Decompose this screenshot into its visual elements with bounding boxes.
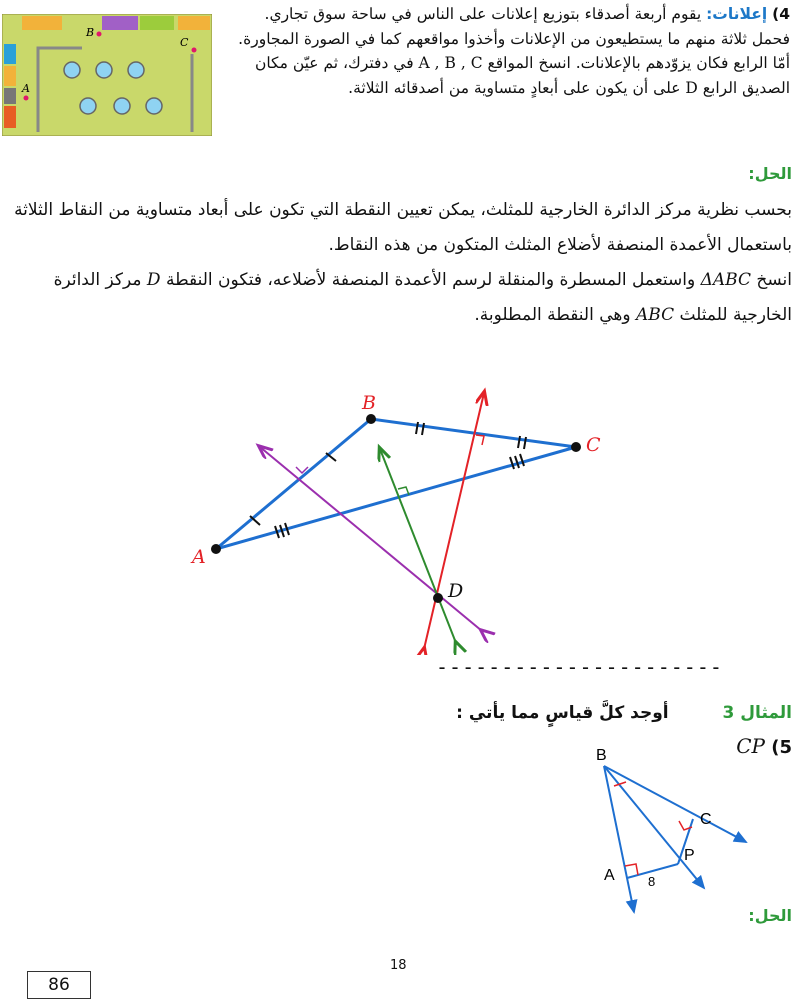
- market-square-image: [2, 14, 212, 136]
- page-stamp: 86: [27, 971, 91, 999]
- side-ab: [216, 419, 371, 549]
- problem-4: [230, 2, 790, 100]
- solution-paragraph: [8, 193, 792, 333]
- bisector-ab: [260, 447, 482, 631]
- example-instruction: أوجد كلَّ قياسٍ مما يأتي :: [456, 703, 669, 723]
- question-text: CP: [736, 734, 765, 758]
- image-label-c: C: [180, 36, 189, 49]
- p2-end: وهي النقطة المطلوبة.: [474, 305, 631, 325]
- problem-number: 4): [772, 5, 790, 23]
- problem-keyword: إعلانات:: [706, 5, 768, 23]
- fig2-measure: 8: [648, 874, 656, 889]
- point-d: D: [146, 270, 161, 290]
- example-label: المثال 3: [722, 703, 792, 723]
- question-number: 5): [771, 737, 792, 758]
- triangle-abc: ABC: [635, 305, 675, 325]
- image-label-a: A: [22, 82, 30, 95]
- example-header: [456, 703, 792, 723]
- solution-label-2: الحل:: [748, 906, 792, 925]
- p2-start: انسخ: [756, 270, 792, 290]
- page-number: 18: [390, 958, 407, 973]
- fig1-label-a: A: [192, 546, 206, 568]
- problem-text: يقوم أربعة أصدقاء بتوزيع إعلانات على الناس في ساحة سوق تجاري. فحمل ثلاثة منهم ما يستطيعون من الإعلانات وأخذوا مواقعهم كما في الصورة المجاورة. أمّا الرابع فكان يزوّدهم بالإعلانات. انسخ المواقع A , B , C في دفترك، ثم عيّن مكان الصديق الرابع D على أن يكون على أبعادٍ متساوية من أصدقائه الثلاثة.: [238, 5, 790, 97]
- angle-bisector-figure: [596, 748, 766, 918]
- triangle-symbol: ΔABC: [700, 270, 751, 290]
- circumcenter-figure: [180, 385, 630, 655]
- solution-label: الحل:: [748, 164, 792, 183]
- fig1-label-d: D: [448, 580, 464, 602]
- fig1-label-c: C: [586, 434, 601, 456]
- p2-mid2: مركز الدائرة الخارجية للمثلث: [53, 270, 792, 325]
- fig2-label-p: P: [684, 847, 695, 864]
- fig2-label-c: C: [700, 811, 712, 828]
- p2-mid: واستعمل المسطرة والمنقلة لرسم الأعمدة المنصفة لأضلاعه، فتكون النقطة: [165, 270, 696, 290]
- side-bc: [371, 419, 576, 447]
- solution-p2: [8, 263, 792, 333]
- divider: ----------------------: [436, 655, 723, 679]
- image-label-b: B: [86, 26, 95, 39]
- fig1-label-b: B: [362, 392, 376, 414]
- solution-p1: بحسب نظرية مركز الدائرة الخارجية للمثلث، يمكن تعيين النقطة التي تكون على أبعاد متساوية من النقاط الثلاثة باستعمال الأعمدة المنصفة لأضلاع المثلث المتكون من هذه النقاط.: [14, 200, 792, 255]
- bisector-ac: [380, 449, 456, 643]
- fig2-label-b: B: [596, 748, 607, 764]
- fig2-label-a: A: [604, 867, 615, 884]
